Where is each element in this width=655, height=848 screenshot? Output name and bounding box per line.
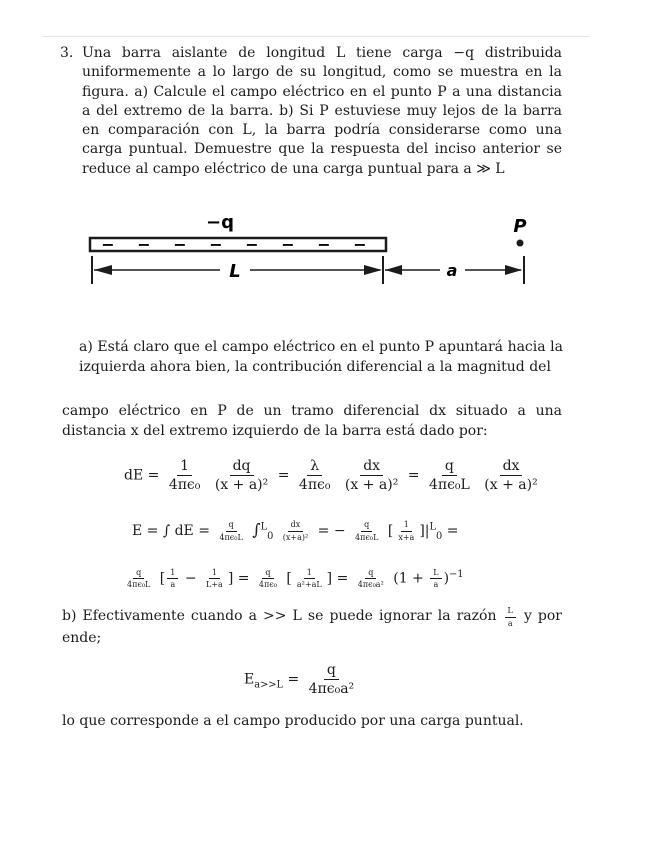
point-dot — [517, 240, 524, 247]
rod-minus-sign: − — [317, 235, 331, 254]
rod-minus-sign: − — [209, 235, 223, 254]
distance-label: a — [446, 261, 458, 280]
rod-minus-sign: − — [353, 235, 367, 254]
closing-text: lo que corresponde a el campo producido por una carga puntual. — [62, 713, 524, 729]
answer-b-text: b) Efectivamente cuando a >> L se puede ignorar la razón $\frac{L}{a}$ y por ende; — [62, 606, 562, 646]
equation-integral: E = ∫ dE = $\frac{q}{\text{4πϵ₀L}}$ ∫$^L_0$ $\frac{dx}{\text{(x+a)²}}$ = − $\frac{q}{\text{4πϵ₀L}}$ [ $\frac{1}{x+a}$ ]$|^L_0$ = — [132, 520, 459, 542]
rod-minus-sign: − — [281, 235, 295, 254]
equation-de: dE = $\frac{1}{\text{4πϵ₀}}$ $\frac{dq}{\text{(x + a)²}}$ = $\frac{\lambda}{\text{4πϵ₀}}$ $\frac{dx}{\text{(x + a)²}}$ = $\frac{q}{\text{4πϵ₀L}}$ $\frac{dx}{\text{(x + a)²}}$ — [124, 458, 538, 494]
point-label: P — [513, 216, 527, 237]
length-label: L — [229, 261, 241, 282]
problem-text: Una barra aislante de longitud L tiene carga −q distribuida uniformemente a lo largo de su longitud, como se muestra en la figura. a) Calcule el campo eléctrico en el punto P a una distancia a del extremo de la barra. b) Si P estuviese muy lejos de la barra en comparación con L, la barra podría considerarse como una carga puntual. Demuestre que la respuesta del inciso anterior se reduce al campo eléctrico de una carga puntual para a ≫ L — [82, 45, 562, 177]
rod-minus-sign: − — [101, 235, 115, 254]
rod-minus-sign: − — [137, 235, 151, 254]
rod-figure — [80, 212, 550, 294]
rod-minus-sign: − — [245, 235, 259, 254]
top-divider — [42, 36, 590, 37]
problem-statement — [62, 44, 562, 179]
equation-point-charge: $E_{a>>L}$ = $\frac{q}{\text{4πϵ₀a²}}$ — [244, 662, 355, 698]
equation-result: $\frac{q}{\text{4πϵ₀L}}$ [ $\frac{1}{a}$ − $\frac{1}{L+a}$ ] = $\frac{q}{\text{4πϵ₀}}$ [ $\frac{1}{\text{a²+aL}}$ ] = $\frac{q}{\text{4πϵ₀a²}}$ (1 + $\frac{L}{a}$ )$^{-1}$ — [127, 568, 464, 590]
answer-a-intro: a) Está claro que el campo eléctrico en el punto P apuntará hacia la izquierda ahora bien, la contribución diferencial a la magnitud del — [79, 339, 563, 375]
answer-a-continuation: campo eléctrico en P de un tramo diferencial dx situado a una distancia x del extremo izquierdo de la barra está dado por: — [62, 403, 562, 439]
rod-minus-sign: − — [173, 235, 187, 254]
charge-label: −q — [206, 212, 234, 233]
problem-number: 3. — [60, 45, 74, 61]
rod — [90, 238, 386, 251]
